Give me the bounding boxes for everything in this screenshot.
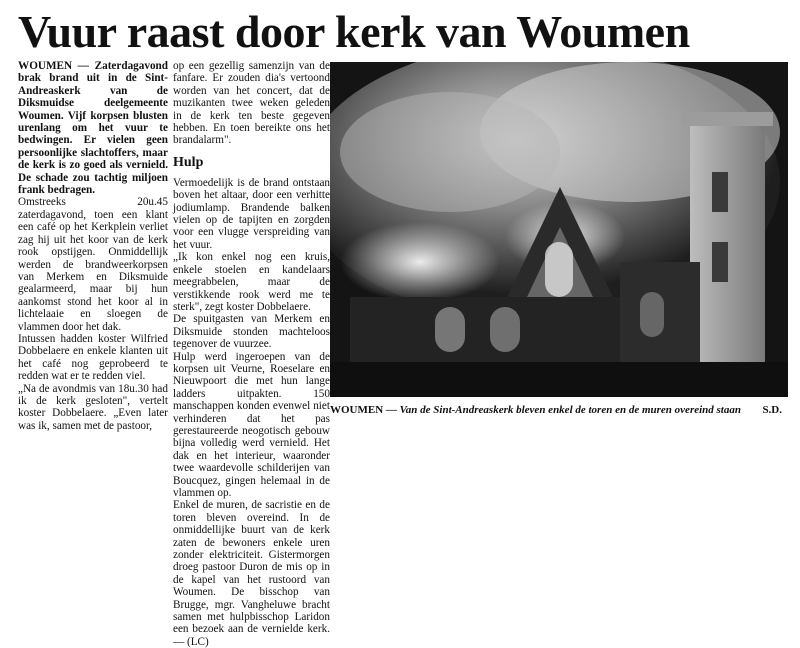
dateline: WOUMEN — bbox=[18, 60, 95, 72]
headline: Vuur raast door kerk van Woumen bbox=[18, 6, 690, 57]
body-paragraph: De spuitgasten van Merkem en Diksmuide stonden machteloos tegenover de vuurzee. bbox=[173, 313, 330, 351]
lead-text: Zaterdagavond brak brand uit in de Sint-Andreaskerk van de Diksmuidse deelgemeente Woumen. Vijf korpsen blusten urenlang om het vuur te bedwingen. Er vielen geen persoonlijke slachtoffers, maar de kerk is zo goed als vernield. De schade zou tachtig miljoen frank bedragen. bbox=[18, 60, 168, 197]
article-column-1 bbox=[18, 60, 168, 432]
body-paragraph: Intussen hadden koster Wilfried Dobbelaere en enkele klanten uit het café nog geprobeerd te redden wat er te redden viel. bbox=[18, 332, 168, 383]
body-paragraph: „Ik kon enkel nog een kruis, enkele stoelen en kandelaars meegrabbelen, maar de verstikkende rook werd me te sterk", zegt koster Dobbelaere. bbox=[173, 251, 330, 313]
caption-text: Van de Sint-Andreaskerk bleven enkel de toren en de muren overeind staan bbox=[399, 404, 741, 416]
article-column-2 bbox=[173, 60, 330, 648]
church-fire-photo bbox=[330, 62, 788, 397]
lead-paragraph bbox=[18, 60, 168, 196]
subhead: Hulp bbox=[173, 154, 204, 170]
photo-credit: S.D. bbox=[762, 404, 782, 416]
church-fire-illustration bbox=[330, 62, 788, 397]
body-paragraph: op een gezellig samenzijn van de fanfare. Er zouden dia's vertoond worden van het concert, dat de muzikanten twee weken geleden in de kerk ten beste gegeven hebben. En toen bereikte ons het brandalarm". bbox=[173, 60, 330, 147]
photo-caption bbox=[330, 404, 788, 417]
body-paragraph: Vermoedelijk is de brand ontstaan boven het altaar, door een verhitte jodiumlamp. Brandende balken vielen op de tapijten en zorgden voor een vlugge verspreiding van het vuur. bbox=[173, 176, 330, 251]
body-paragraph: Hulp werd ingeroepen van de korpsen uit Veurne, Roeselare en Nieuwpoort die met hun lange ladders uitpakten. 150 manschappen konden evenwel niet verhinderen dat het pas gerestaureerde neogotisch gebouw bijna volledig werd vernield. Het dak en het interieur, waaronder twee waardevolle schilderijen van Boucquez, gingen helemaal in de vlammen op. bbox=[173, 350, 330, 499]
body-paragraph: Omstreeks 20u.45 zaterdagavond, toen een klant een café op het Kerkplein verliet zag hij uit het koor van de kerk rook opstijgen. Onmiddellijk werden de brandweerkorpsen van Merkem en Diksmuide gealarmeerd, maar bij hun aankomst stond het koor al in lichtelaaie en sloegen de vlammen door het dak. bbox=[18, 196, 168, 333]
caption-place: WOUMEN — bbox=[330, 404, 400, 416]
body-paragraph: Enkel de muren, de sacristie en de toren bleven overeind. In de onmiddellijke buurt van de kerk zaten de bewoners enkele uren zonder elektriciteit. Gistermorgen droeg pastoor Duron de mis op in de kapel van het rustoord van Woumen. De bisschop van Brugge, mgr. Vangheluwe bracht samen met hulpbisschop Laridon een bezoek aan de vernielde kerk. — (LC) bbox=[173, 499, 330, 648]
body-paragraph: „Na de avondmis van 18u.30 had ik de kerk gesloten", vertelt koster Dobbelaere. „Even later was ik, samen met de pastoor, bbox=[18, 382, 168, 432]
